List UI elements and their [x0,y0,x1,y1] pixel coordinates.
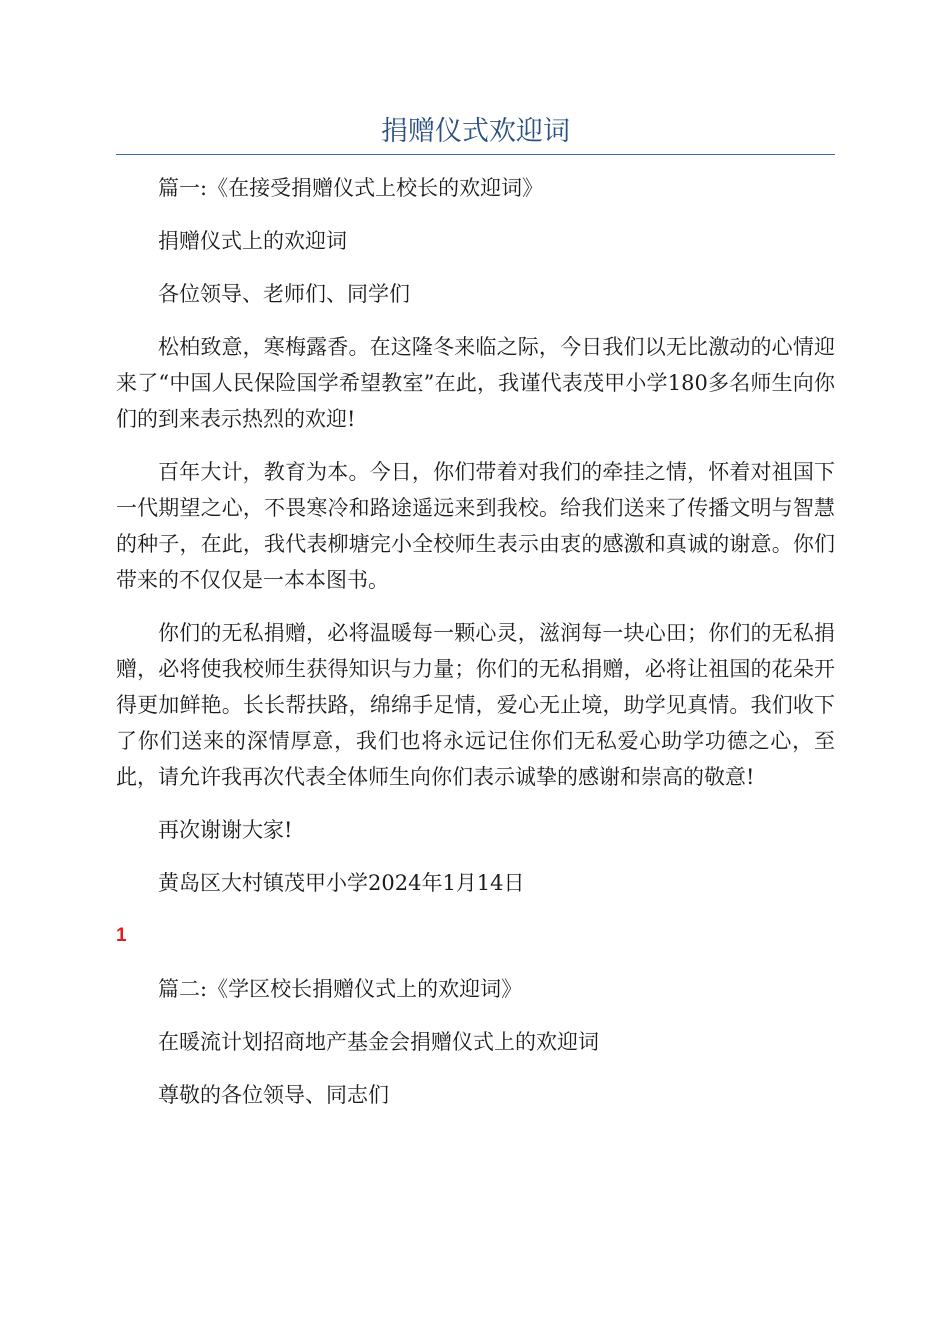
page-number: 1 [116,925,127,946]
body-paragraph: 百年大计，教育为本。今日，你们带着对我们的牵挂之情，怀着对祖国下一代期望之心，不畏寒冷和路途遥远来到我校。给我们送来了传播文明与智慧的种子，在此，我代表柳塘完小全校师生表示由衷的感激和真诚的谢意。你们带来的不仅仅是一本本图书。 [116,460,835,592]
document-body [116,170,835,1130]
body-paragraph: 你们的无私捐赠，必将温暖每一颗心灵，滋润每一块心田；你们的无私捐赠，必将使我校师生获得知识与力量；你们的无私捐赠，必将让祖国的花朵开得更加鲜艳。长长帮扶路，绵绵手足情，爱心无止境，助学见真情。我们收下了你们送来的深情厚意，我们也将永远记住你们无私爱心助学功德之心，至此，请允许我再次代表全体师生向你们表示诚挚的感谢和崇高的敬意! [116,621,835,789]
salutation-2: 尊敬的各位领导、同志们 [158,1083,389,1107]
title-underline [116,154,835,155]
signature-date: 黄岛区大村镇茂甲小学2024年1月14日 [158,871,525,895]
speech-title: 捐赠仪式上的欢迎词 [158,229,347,253]
document-title: 捐赠仪式欢迎词 [381,116,570,147]
section-heading-2: 篇二:《学区校长捐赠仪式上的欢迎词》 [158,977,523,1001]
section-heading-1: 篇一:《在接受捐赠仪式上校长的欢迎词》 [158,176,544,200]
closing-thanks: 再次谢谢大家! [158,818,293,842]
body-paragraph: 松柏致意，寒梅露香。在这隆冬来临之际，今日我们以无比激动的心情迎来了“中国人民保险国学希望教室”在此，我谨代表茂甲小学180多名师生向你们的到来表示热烈的欢迎! [116,335,835,431]
speech-title-2: 在暖流计划招商地产基金会捐赠仪式上的欢迎词 [158,1030,599,1054]
salutation: 各位领导、老师们、同学们 [158,282,410,306]
